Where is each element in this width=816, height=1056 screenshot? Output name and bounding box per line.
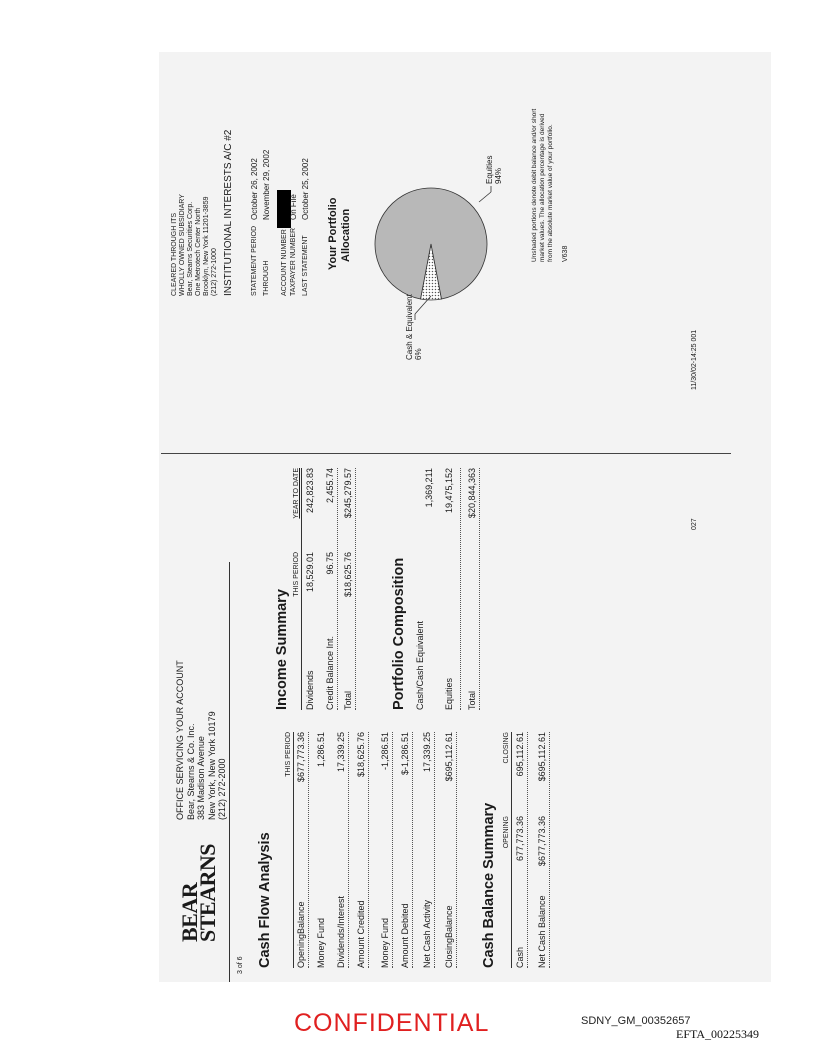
portfolio-title: Portfolio Composition <box>391 557 407 710</box>
cf-dots <box>434 732 435 968</box>
footer-code-a: 027 <box>691 518 698 530</box>
cash-flow-title: Cash Flow Analysis <box>257 832 273 968</box>
inc-label-0: Dividends <box>305 670 315 710</box>
cf-dots <box>456 732 457 968</box>
cf-value-2: 17,339.25 <box>336 732 346 773</box>
equities-label: Equities 94% <box>485 155 503 184</box>
taxpayer-number-value: On File <box>289 194 298 220</box>
cf-label-2: Dividends/Interest <box>336 895 346 968</box>
efta-number: EFTA_00225349 <box>676 1027 760 1041</box>
last-statement-value: October 25, 2002 <box>301 158 310 220</box>
cf-value-7: $695,112.61 <box>444 732 454 782</box>
account-number-label: ACCOUNT NUMBER <box>281 229 288 296</box>
inc-dots <box>355 468 356 710</box>
allocation-title: Your Portfolio Allocation <box>327 197 352 270</box>
inc-dots <box>337 468 338 710</box>
pc-dots <box>460 468 461 710</box>
through-label: THROUGH <box>263 260 270 296</box>
inc-ytd-0: 242,823.83 <box>305 468 315 514</box>
income-title: Income Summary <box>274 589 290 710</box>
cf-label-0: OpeningBalance <box>296 901 306 968</box>
cf-dots <box>412 732 413 968</box>
cf-label-5: Amount Debited <box>400 903 410 968</box>
pc-value-0: 1,369,211 <box>424 468 434 508</box>
cash-flow-col-header: THIS PERIOD <box>285 732 292 777</box>
cf-dots <box>348 732 349 968</box>
pc-label-1: Equities <box>444 677 454 710</box>
cleared-through-address: CLEARED THROUGH ITS WHOLLY OWNED SUBSIDIARY Bear, Stearns Securities Corp. One Metrotech Center North Brooklyn, New York 11201-3859 (212) 272-1000 <box>171 194 218 296</box>
cb-label-1: Net Cash Balance <box>537 895 547 968</box>
cb-opening-1: $677,773.36 <box>537 816 547 867</box>
income-col-ytd: YEAR TO DATE <box>293 468 300 519</box>
through-value: November 29, 2002 <box>262 149 271 220</box>
cf-label-3: Amount Credited <box>356 900 366 968</box>
cf-label-7: ClosingBalance <box>444 905 454 968</box>
confidential-stamp: CONFIDENTIAL <box>294 1009 490 1037</box>
cash-balance-title: Cash Balance Summary <box>481 802 497 968</box>
cb-dots <box>527 732 528 968</box>
cb-opening-0: 677,773.36 <box>515 816 525 862</box>
pc-label-0: Cash/Cash Equivalent <box>415 620 425 710</box>
statement-landscape <box>159 52 771 982</box>
pc-dots <box>479 468 480 710</box>
cf-value-4: -1,286.51 <box>380 732 390 771</box>
inc-ytd-1: 2,455.74 <box>325 468 335 504</box>
cf-value-1: 1,286.51 <box>316 732 326 768</box>
bear-stearns-logo: BEAR STEARNS <box>177 844 220 942</box>
inc-period-1: 96.75 <box>325 552 335 575</box>
cash-balance-col-opening: OPENING <box>503 816 510 849</box>
pc-value-1: 19,475,152 <box>444 468 454 514</box>
inc-label-1: Credit Balance Int. <box>325 635 335 710</box>
equities-leader-line <box>479 192 491 202</box>
statement-period-label: STATEMENT PERIOD <box>251 225 258 296</box>
cf-label-6: Net Cash Activity <box>422 899 432 968</box>
page-indicator: 3 of 6 <box>237 956 244 974</box>
cash-equivalent-label: Cash & Equivalent 6% <box>405 294 423 360</box>
header-rule <box>229 562 230 982</box>
taxpayer-number-label: TAXPAYER NUMBER <box>290 227 297 296</box>
cf-value-6: 17,339.25 <box>422 732 432 773</box>
bates-number: SDNY_GM_00352657 <box>581 1015 691 1027</box>
column-separator <box>161 453 731 454</box>
income-header-rule <box>301 468 302 710</box>
cf-label-4: Money Fund <box>380 917 390 968</box>
cf-value-3: $18,625.76 <box>356 732 366 778</box>
inc-label-2: Total <box>343 690 353 710</box>
statement-period-value: October 26, 2002 <box>250 158 259 220</box>
cb-dots <box>549 732 550 968</box>
cash-balance-col-closing: CLOSING <box>503 732 510 764</box>
cf-dots <box>392 732 393 968</box>
cf-dots <box>308 732 309 968</box>
cf-value-5: $-1,286.51 <box>400 732 410 776</box>
pc-label-2: Total <box>467 690 477 710</box>
cb-label-0: Cash <box>515 946 525 968</box>
cb-closing-1: $695,112.61 <box>537 732 547 782</box>
pc-value-2: $20,844,363 <box>467 468 477 519</box>
scanned-statement <box>159 52 771 982</box>
footer-code-b: 11/30/02-14:25 001 <box>691 329 698 390</box>
income-col-period: THIS PERIOD <box>293 552 300 597</box>
inc-period-0: 18,529.01 <box>305 552 315 593</box>
allocation-note: Unshaded portions denote debit balance and/or short market values. The allocation percentage is derived from the absolute market value of your portfolio. <box>531 108 554 262</box>
cf-dots <box>368 732 369 968</box>
inc-period-2: $18,625.76 <box>343 552 353 598</box>
allocation-code: V638 <box>562 245 569 262</box>
cf-value-0: $677,773.36 <box>296 732 306 783</box>
inc-ytd-2: $245,279.57 <box>343 468 353 519</box>
cf-label-1: Money Fund <box>316 917 326 968</box>
last-statement-label: LAST STATEMENT <box>302 235 309 296</box>
account-name: INSTITUTIONAL INTERESTS A/C #2 <box>223 129 234 296</box>
cb-closing-0: 695,112.61 <box>515 732 525 777</box>
office-address: OFFICE SERVICING YOUR ACCOUNT Bear, Stearns & Co. Inc. 383 Madison Avenue New York, New York 10179 (212) 272-2000 <box>175 660 227 820</box>
cash-flow-header-rule <box>293 732 294 968</box>
cash-balance-header-rule <box>511 732 512 968</box>
